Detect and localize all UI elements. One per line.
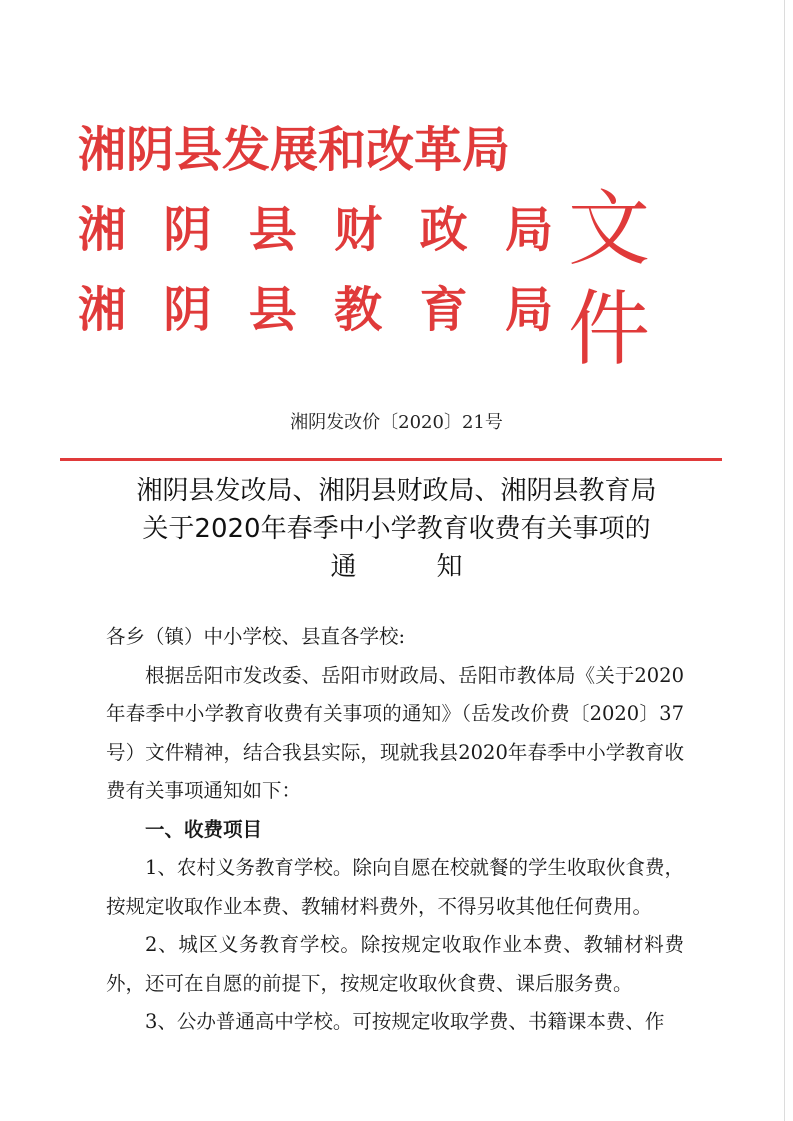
title-line-2: 关于2020年春季中小学教育收费有关事项的 (142, 514, 651, 544)
org-3-char: 局 (504, 282, 553, 338)
org-1-text: 湘阴县发展和改革局 (78, 122, 511, 178)
org-2-char: 县 (248, 202, 297, 258)
org-3-char: 县 (248, 282, 297, 338)
org-3-char: 湘 (78, 282, 127, 338)
title-notice-char-2: 知 (436, 552, 463, 582)
notice-title (0, 472, 793, 586)
org-2-char: 湘 (78, 202, 127, 258)
title-line-1: 湘阴县发改局、湘阴县财政局、湘阴县教育局 (136, 476, 657, 506)
document-body (106, 618, 684, 1042)
document-header (78, 118, 718, 377)
salutation: 各乡（镇）中小学校、县直各学校: (106, 625, 406, 648)
document-type-label: 文件 (568, 182, 653, 377)
org-2-char: 局 (504, 202, 553, 258)
red-divider-line (60, 458, 722, 461)
fee-item-2: 2、城区义务教育学校。除按规定收取作业本费、教辅材料费外，还可在自愿的前提下，按规定收取伙食费、课后服务费。 (106, 933, 684, 995)
org-3-char: 教 (334, 282, 383, 338)
org-2-char: 阴 (163, 202, 212, 258)
document-number: 湘阴发改价〔2020〕21号 (290, 412, 503, 433)
fee-item-3: 3、公办普通高中学校。可按规定收取学费、书籍课本费、作 (145, 1010, 665, 1033)
issuing-org-2 (78, 198, 553, 262)
section-heading: 一、收费项目 (145, 817, 263, 841)
intro-paragraph: 根据岳阳市发改委、岳阳市财政局、岳阳市教体局《关于2020年春季中小学教育收费有关事项的通知》（岳发改价费〔2020〕37号）文件精神，结合我县实际，现就我县2020年春季中小学教育收费有关事项通知如下： (106, 663, 684, 802)
org-2-char: 财 (334, 202, 383, 258)
issuing-org-1 (78, 118, 553, 182)
org-3-char: 育 (419, 282, 468, 338)
title-notice-char-1: 通 (330, 552, 357, 582)
org-3-char: 阴 (163, 282, 212, 338)
title-line-3 (0, 548, 793, 586)
org-2-char: 政 (419, 202, 468, 258)
fee-item-1: 1、农村义务教育学校。除向自愿在校就餐的学生收取伙食费，按规定收取作业本费、教辅材料费外，不得另收其他任何费用。 (106, 856, 684, 918)
issuing-org-3 (78, 278, 553, 342)
